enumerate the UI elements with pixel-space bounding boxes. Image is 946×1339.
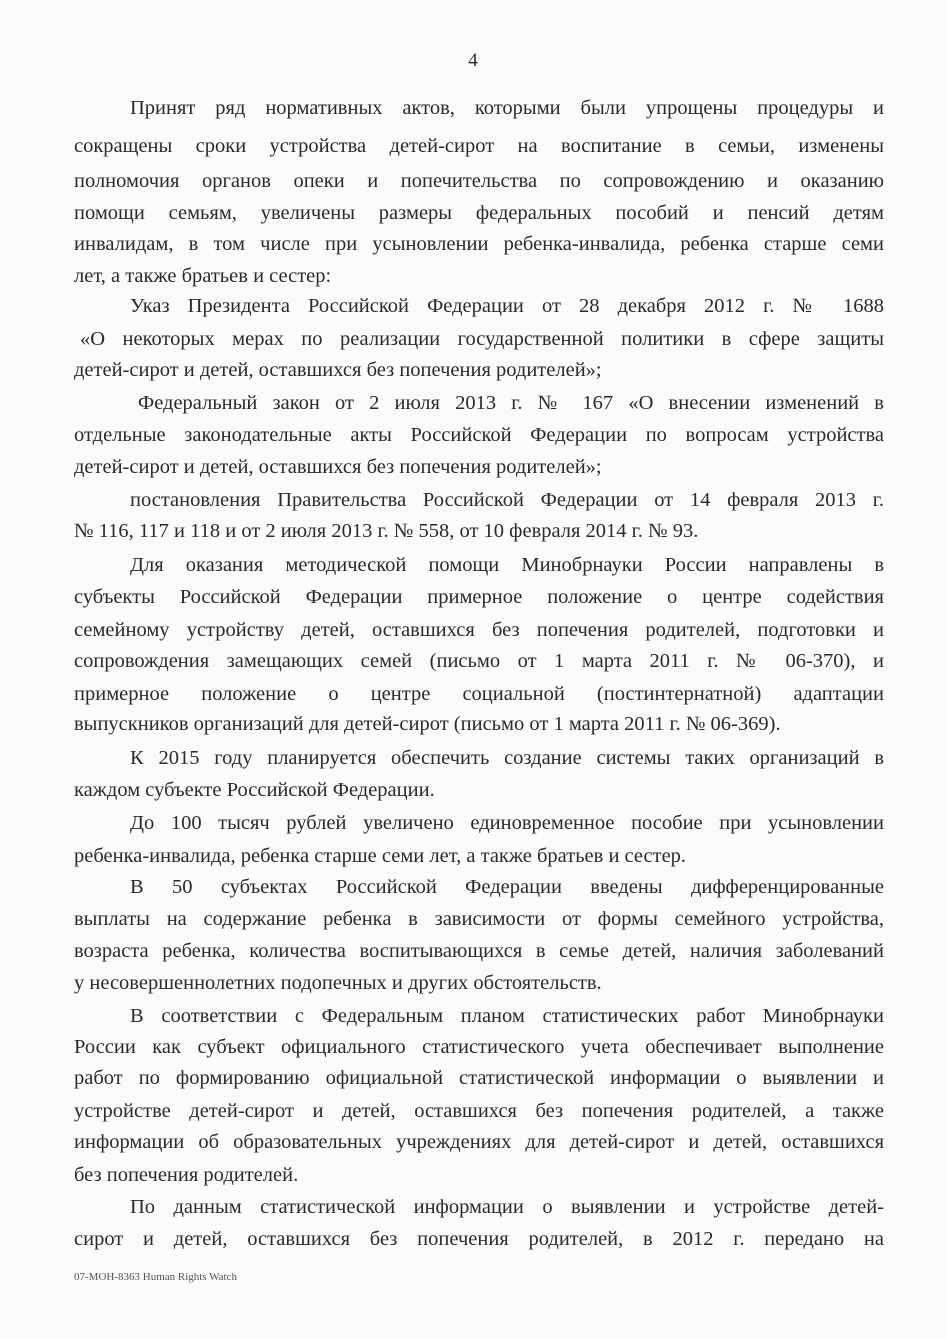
text-line: сопровождения замещающих семей (письмо от 1 марта 2011 г. № 06-370), и (74, 650, 884, 672)
text-line: До 100 тысяч рублей увеличено единовременное пособие при усыновлении (130, 812, 884, 834)
text-line: детей-сирот и детей, оставшихся без попечения родителей»; (74, 456, 602, 478)
footer-stamp: 07-МОН-8363 Human Rights Watch (74, 1271, 237, 1283)
text-line: у несовершеннолетних подопечных и других обстоятельств. (74, 972, 602, 994)
text-line: По данным статистической информации о выявлении и устройстве детей- (130, 1196, 884, 1218)
text-line: возраста ребенка, количества воспитывающихся в семье детей, наличия заболеваний (74, 940, 884, 962)
text-line: В 50 субъектах Российской Федерации введены дифференцированные (130, 876, 884, 898)
text-line: лет, а также братьев и сестер: (74, 265, 332, 287)
text-line: сирот и детей, оставшихся без попечения родителей, в 2012 г. передано на (74, 1228, 884, 1250)
text-line: Федеральный закон от 2 июля 2013 г. № 167 «О внесении изменений в (138, 392, 884, 414)
text-line: Для оказания методической помощи Минобрнауки России направлены в (130, 554, 884, 576)
text-line: сокращены сроки устройства детей-сирот на воспитание в семьи, изменены (74, 135, 884, 157)
text-line: детей-сирот и детей, оставшихся без попечения родителей»; (74, 359, 602, 381)
text-line: информации об образовательных учреждениях для детей-сирот и детей, оставшихся (74, 1131, 884, 1153)
text-line: примерное положение о центре социальной (постинтернатной) адаптации (74, 683, 884, 705)
page-number: 4 (468, 50, 478, 71)
text-line: семейному устройству детей, оставшихся без попечения родителей, подготовки и (74, 619, 884, 641)
text-line: В соответствии с Федеральным планом статистических работ Минобрнауки (130, 1005, 884, 1027)
text-line: без попечения родителей. (74, 1164, 299, 1186)
text-line: Указ Президента Российской Федерации от 28 декабря 2012 г. № 1688 (130, 295, 884, 317)
text-line: России как субъект официального статистического учета обеспечивает выполнение (74, 1036, 884, 1058)
text-line: ребенка-инвалида, ребенка старше семи лет, а также братьев и сестер. (74, 845, 687, 867)
text-line: устройстве детей-сирот и детей, оставшихся без попечения родителей, а также (74, 1100, 884, 1122)
text-line: работ по формированию официальной статистической информации о выявлении и (74, 1067, 884, 1089)
text-line: «О некоторых мерах по реализации государственной политики в сфере защиты (80, 328, 884, 350)
text-line: № 116, 117 и 118 и от 2 июля 2013 г. № 558, от 10 февраля 2014 г. № 93. (74, 520, 699, 542)
text-line: выпускников организаций для детей-сирот (письмо от 1 марта 2011 г. № 06-369). (74, 713, 781, 735)
text-line: К 2015 году планируется обеспечить создание системы таких организаций в (130, 747, 884, 769)
text-line: постановления Правительства Российской Федерации от 14 февраля 2013 г. (130, 489, 884, 511)
text-line: отдельные законодательные акты Российской Федерации по вопросам устройства (74, 424, 884, 446)
text-line: каждом субъекте Российской Федерации. (74, 779, 435, 801)
text-line: Принят ряд нормативных актов, которыми были упрощены процедуры и (130, 97, 884, 119)
text-line: помощи семьям, увеличены размеры федеральных пособий и пенсий детям (74, 202, 884, 224)
text-line: субъекты Российской Федерации примерное положение о центре содействия (74, 586, 884, 608)
text-line: инвалидам, в том числе при усыновлении ребенка-инвалида, ребенка старше семи (74, 233, 884, 255)
text-line: выплаты на содержание ребенка в зависимости от формы семейного устройства, (74, 908, 884, 930)
text-line: полномочия органов опеки и попечительства по сопровождению и оказанию (74, 170, 884, 192)
